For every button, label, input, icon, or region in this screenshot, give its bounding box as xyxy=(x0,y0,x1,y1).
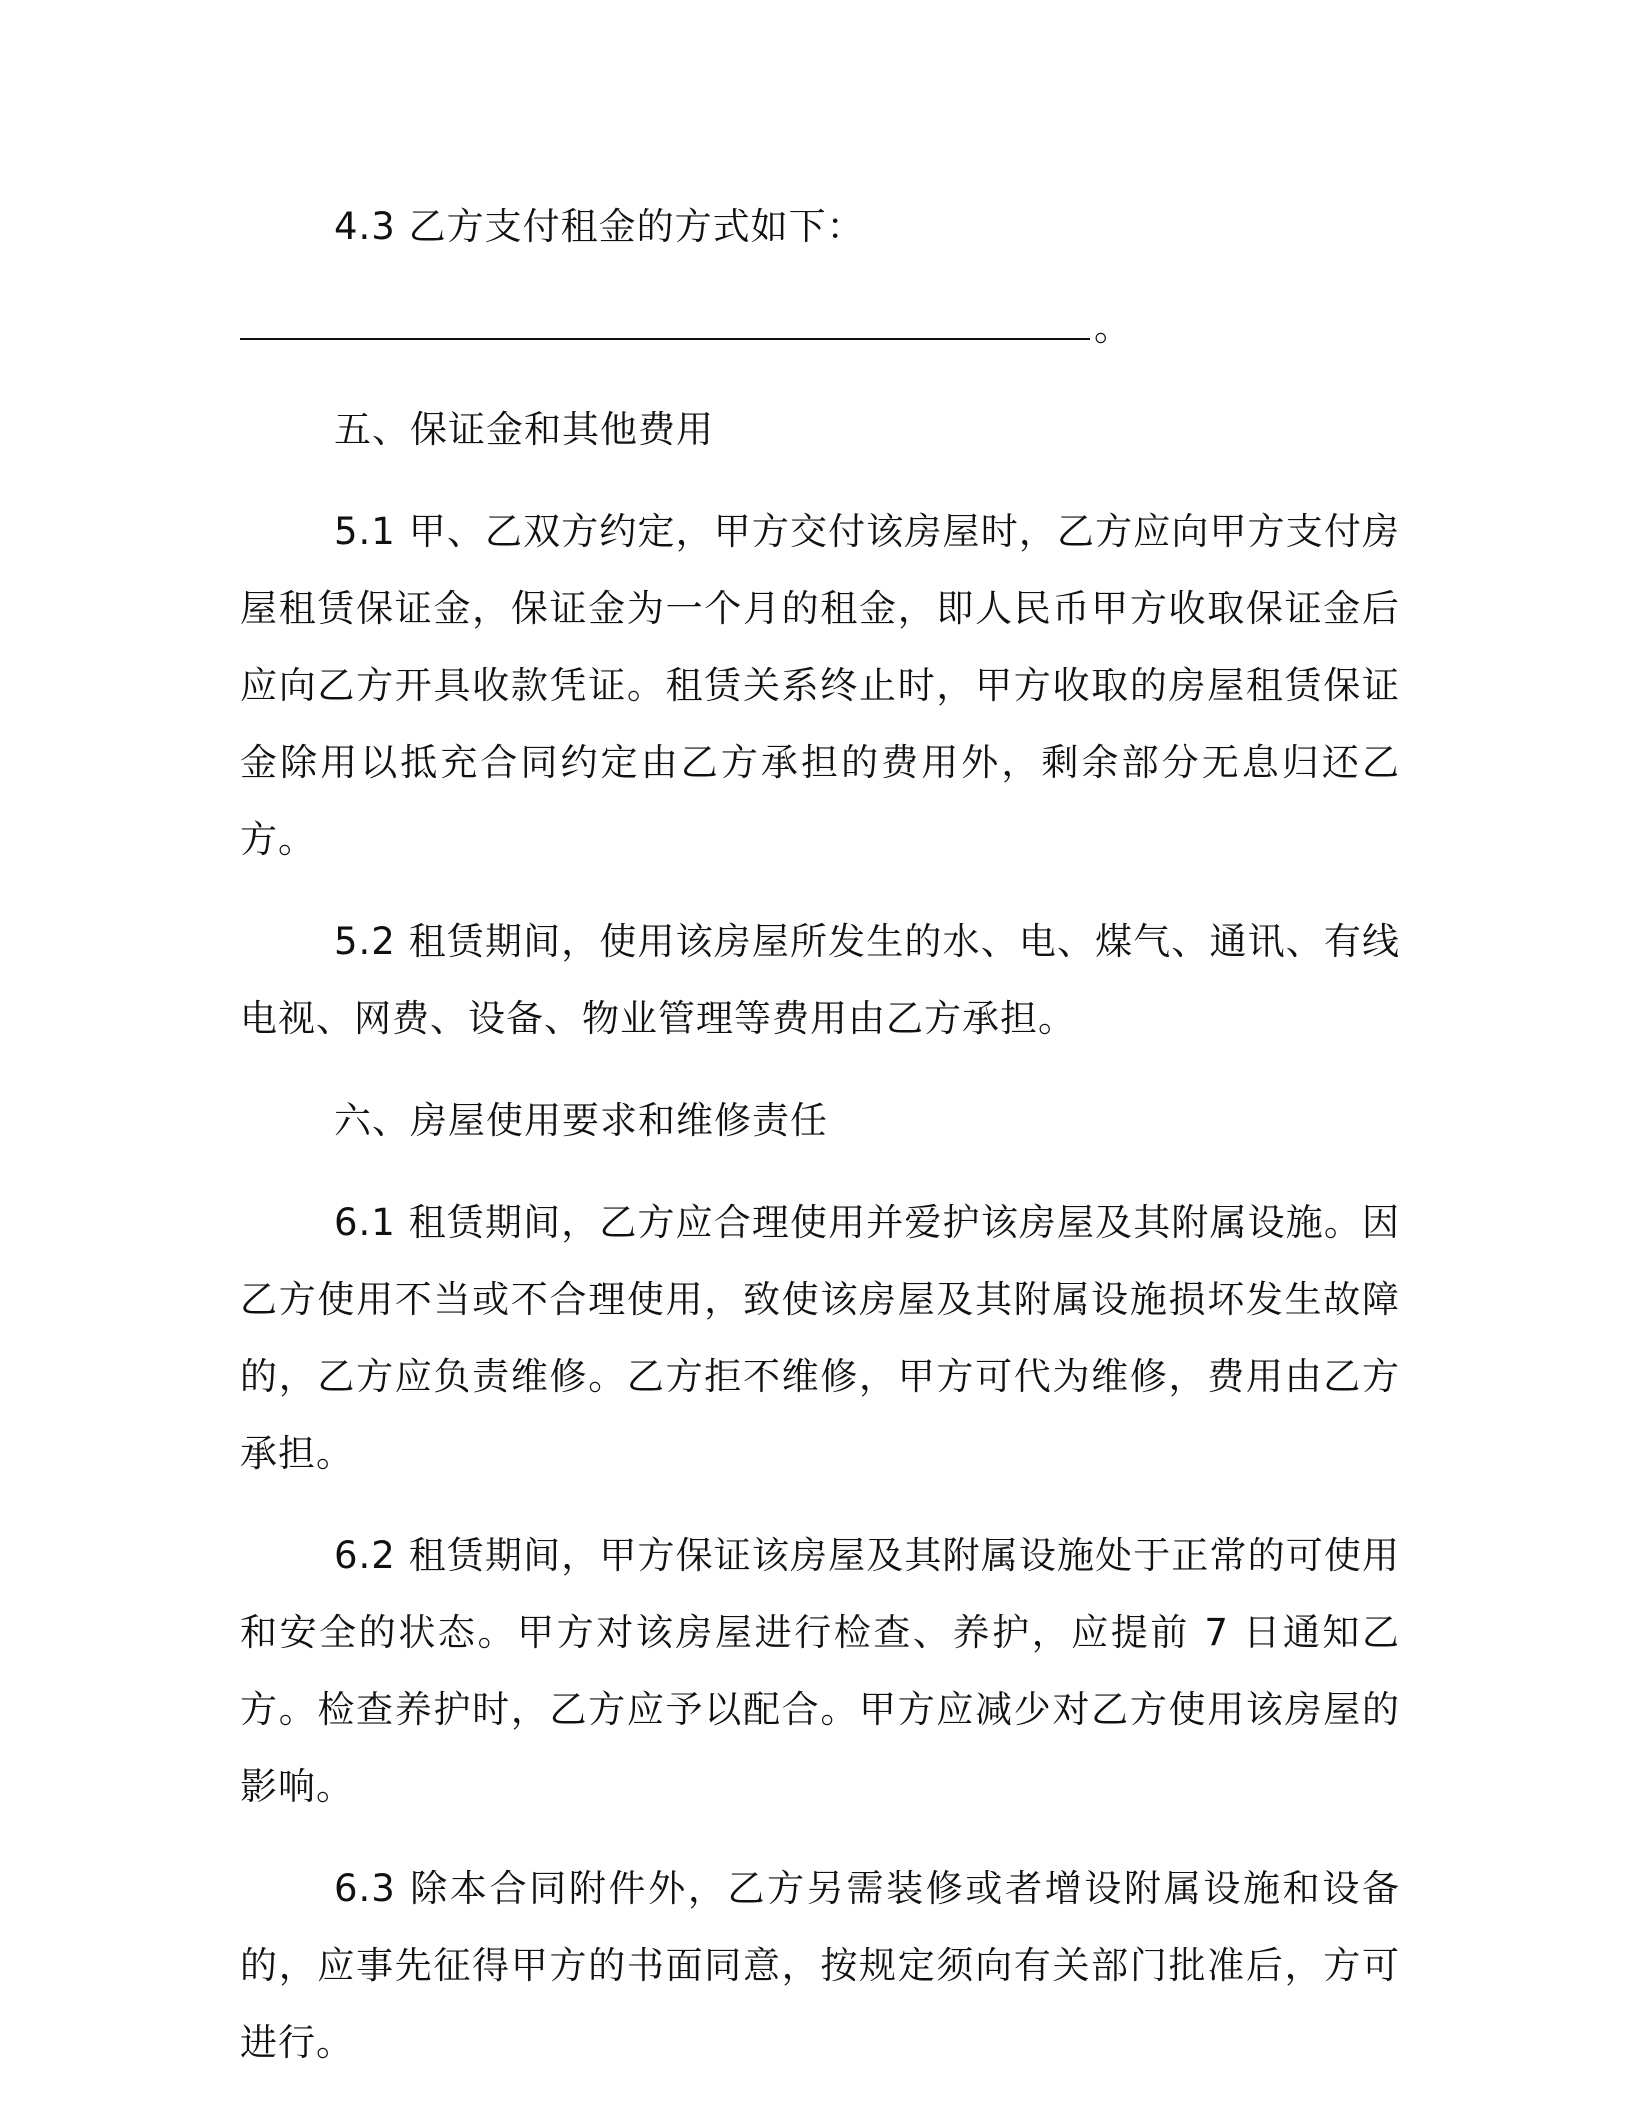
clause-4-3: 4.3 乙方支付租金的方式如下： xyxy=(334,205,865,248)
clause-6-3: 6.3 除本合同附件外，乙方另需装修或者增设附属设施和设备的，应事先征得甲方的书面同意，按规定须向有关部门批准后，方可进行。 xyxy=(240,1867,1400,2064)
section-6-heading: 六、房屋使用要求和维修责任 xyxy=(334,1099,828,1142)
payment-method-blank-line xyxy=(240,289,1400,366)
blank-line-end-punctuation: 。 xyxy=(1094,306,1131,349)
clause-6-2: 6.2 租赁期间，甲方保证该房屋及其附属设施处于正常的可使用和安全的状态。甲方对该房屋进行检查、养护，应提前 7 日通知乙方。检查养护时，乙方应予以配合。甲方应减少对乙方使用该房屋的影响。 xyxy=(240,1534,1400,1808)
clause-5-1: 5.1 甲、乙双方约定，甲方交付该房屋时，乙方应向甲方支付房屋租赁保证金，保证金为一个月的租金，即人民币甲方收取保证金后应向乙方开具收款凭证。租赁关系终止时，甲方收取的房屋租赁保证金除用以抵充合同约定由乙方承担的费用外，剩余部分无息归还乙方。 xyxy=(240,510,1400,861)
section-5-heading: 五、保证金和其他费用 xyxy=(334,408,714,451)
clause-6-1: 6.1 租赁期间，乙方应合理使用并爱护该房屋及其附属设施。因乙方使用不当或不合理使用，致使该房屋及其附属设施损坏发生故障的，乙方应负责维修。乙方拒不维修，甲方可代为维修，费用由乙方承担。 xyxy=(240,1201,1400,1475)
document-body xyxy=(240,188,1400,2081)
clause-5-2: 5.2 租赁期间，使用该房屋所发生的水、电、煤气、通讯、有线电视、网费、设备、物业管理等费用由乙方承担。 xyxy=(240,920,1400,1040)
blank-underline xyxy=(240,312,1090,340)
